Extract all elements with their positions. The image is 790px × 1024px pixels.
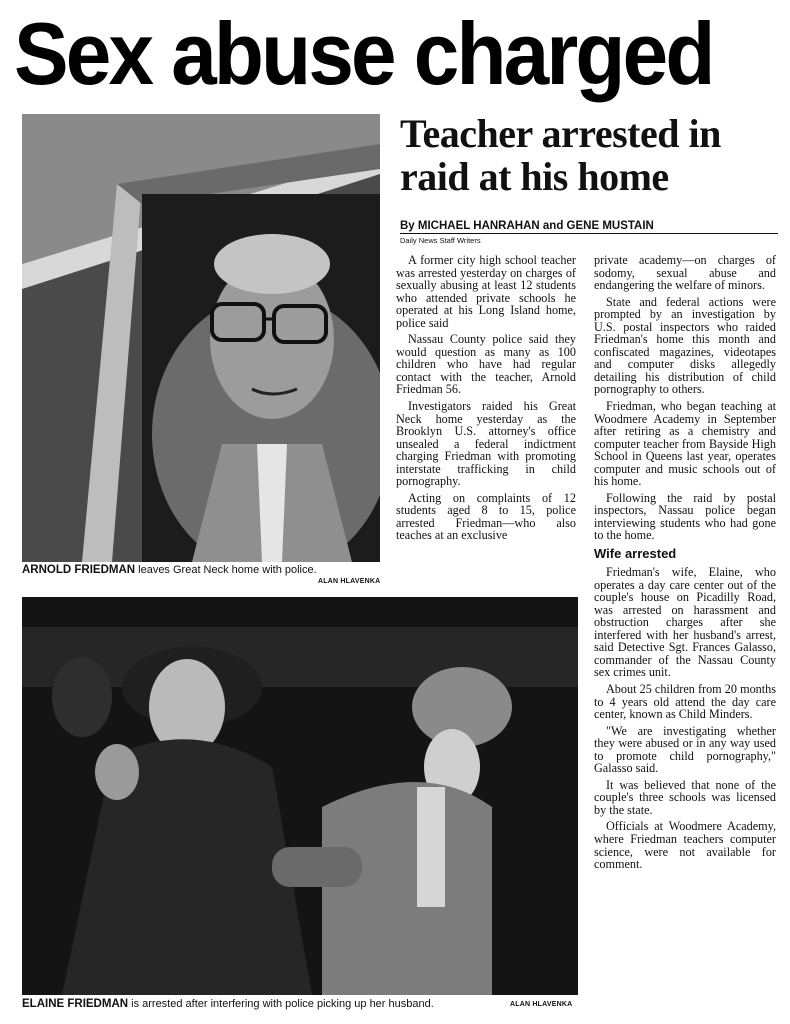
- photo1-caption-text: leaves Great Neck home with police.: [135, 564, 317, 576]
- paragraph: A former city high school teacher was arrested yesterday on charges of sexually abusing at least 12 students who attended private schools he operated at his Long Island home, police said: [396, 253, 576, 330]
- photo-arnold-friedman: [22, 114, 380, 562]
- byline-rule: [400, 233, 778, 234]
- photo1-caption-name: ARNOLD FRIEDMAN: [22, 564, 136, 576]
- byline: By MICHAEL HANRAHAN and GENE MUSTAIN: [400, 220, 654, 232]
- photo2-caption: [22, 998, 434, 1011]
- paragraph: Officials at Woodmere Academy, where Friedman teachers computer science, were not available for comment.: [594, 819, 776, 872]
- staff-line: Daily News Staff Writers: [400, 236, 481, 245]
- article-column-2: [594, 254, 776, 875]
- paragraph: "We are investigating whether they were abused or in any way used to promote child pornography," Galasso said.: [594, 723, 776, 776]
- section-heading-wife-arrested: Wife arrested: [594, 546, 677, 562]
- paragraph: Acting on complaints of 12 students aged 8 to 15, police arrested Friedman—who also teaches at an exclusive: [396, 490, 576, 543]
- photo-elaine-friedman: [22, 597, 578, 995]
- paragraph: Friedman, who began teaching at Woodmere Academy in September after retiring as a chemistry and computer teacher from Bayside High School in Queens last year, operates computer and music schools out of his home.: [594, 399, 776, 489]
- paragraph: State and federal actions were prompted by an investigation by U.S. postal inspectors who raided Friedman's home this month and confiscated magazines, videotapes and computer disks allegedly detailing his distribution of child pornography to others.: [594, 294, 776, 397]
- photo2-caption-text: is arrested after interfering with police picking up her husband.: [128, 998, 434, 1010]
- paragraph: About 25 children from 20 months to 4 years old attend the day care center, known as Child Minders.: [594, 681, 776, 722]
- paragraph: Following the raid by postal inspectors, Nassau police began interviewing students who had gone to the home.: [594, 490, 776, 543]
- photo1-caption: [22, 564, 317, 577]
- paragraph: Nassau County police said they would question as many as 100 children who have had regular contact with the teacher, Arnold Friedman 56.: [396, 332, 576, 397]
- photo2-credit: ALAN HLAVENKA: [510, 1001, 573, 1008]
- photo1-credit: ALAN HLAVENKA: [318, 578, 381, 585]
- paragraph: Friedman's wife, Elaine, who operates a day care center out of the couple's house on Picadilly Road, was arrested on harassment and obstruction charges after she interfered with her husband's arrest, said Detective Sgt. Frances Galasso, commander of the Nassau County sex crimes unit.: [594, 565, 776, 680]
- photo2-caption-name: ELAINE FRIEDMAN: [22, 998, 129, 1010]
- paragraph: private academy—on charges of sodomy, sexual abuse and endangering the welfare of minors.: [594, 253, 776, 293]
- subhead: Teacher arrested in raid at his home: [400, 111, 721, 199]
- article-column-1: [396, 254, 576, 546]
- paragraph: It was believed that none of the couple's three schools was licensed by the state.: [594, 777, 776, 817]
- paragraph: Investigators raided his Great Neck home yesterday as the Brooklyn U.S. attorney's office unsealed a federal indictment charging Friedman with promoting interstate trafficking in child pornography.: [396, 399, 576, 489]
- headline: Sex abuse charged: [14, 4, 713, 103]
